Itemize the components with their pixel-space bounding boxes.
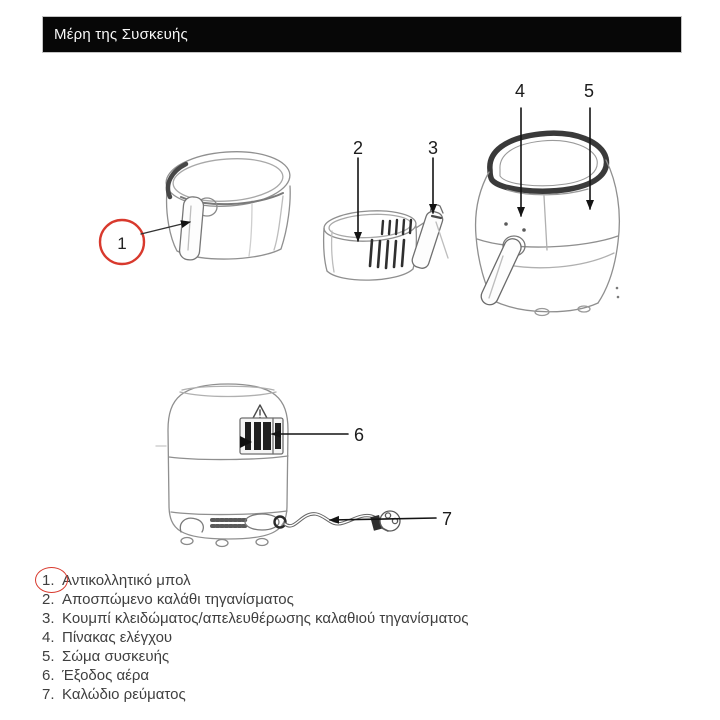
callout-3 xyxy=(428,138,438,213)
list-item-number: 7. xyxy=(42,686,55,703)
callout-1 xyxy=(100,220,190,264)
list-item xyxy=(0,609,720,628)
list-item-number: 2. xyxy=(42,591,55,608)
list-item-label: Πίνακας ελέγχου xyxy=(62,629,173,646)
list-item xyxy=(0,685,720,704)
list-item-number: 5. xyxy=(42,648,55,665)
list-item-label: Κουμπί κλειδώματος/απελευθέρωσης καλαθιού τηγανίσματος xyxy=(62,610,469,627)
parts-list xyxy=(0,571,720,704)
list-item xyxy=(0,590,720,609)
list-item-number: 6. xyxy=(42,667,55,684)
list-item-number: 3. xyxy=(42,610,55,627)
list-item xyxy=(0,571,720,590)
callout-number-7: 7 xyxy=(441,509,453,529)
list-item-label: Καλώδιο ρεύματος xyxy=(62,686,186,703)
list-item-label: Αποσπώμενο καλάθι τηγανίσματος xyxy=(62,591,294,608)
list-item-number: 4. xyxy=(42,629,55,646)
appliance-body-drawing xyxy=(476,133,620,315)
callout-number-3: 3 xyxy=(427,138,439,158)
callout-number-5: 5 xyxy=(583,81,595,101)
callout-number-6: 6 xyxy=(353,425,365,445)
callout-number-2: 2 xyxy=(352,138,364,158)
list-item-label: Αντικολλητικό μπολ xyxy=(62,572,191,589)
list-item xyxy=(0,628,720,647)
callout-number-4: 4 xyxy=(514,81,526,101)
bowl-drawing xyxy=(164,148,291,261)
rear-view-drawing xyxy=(156,384,400,547)
callout-2 xyxy=(353,138,363,241)
callout-4 xyxy=(515,81,525,216)
list-item-label: Έξοδος αέρα xyxy=(62,667,150,684)
callout-number-1: 1 xyxy=(117,234,127,253)
list-item xyxy=(0,666,720,685)
basket-drawing xyxy=(323,205,448,280)
list-item-number: 1. xyxy=(42,572,55,589)
list-item-label: Σώμα συσκευής xyxy=(62,648,170,665)
callout-6 xyxy=(272,425,364,445)
list-item xyxy=(0,647,720,666)
section-title: Μέρη της Συσκευής xyxy=(54,26,188,43)
